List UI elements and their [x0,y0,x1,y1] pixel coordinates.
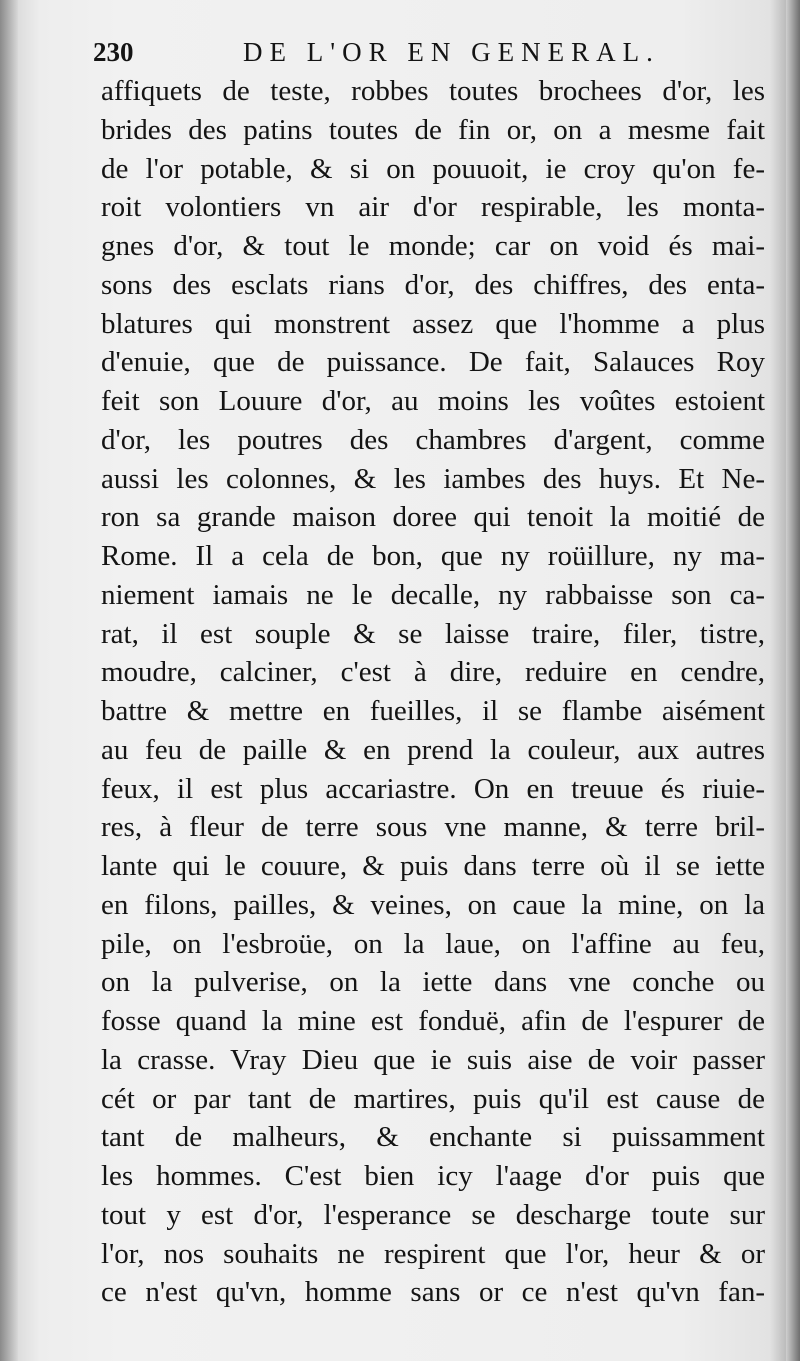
text-line: aussi les colonnes, & les iambes des huys. Et Ne- [101,462,765,495]
text-line: lante qui le couure, & puis dans terre où il se iette [101,850,765,882]
text-line: battre & mettre en fueilles, il se flambe aisément [101,695,765,727]
text-line: les hommes. C'est bien icy l'aage d'or puis que [101,1160,765,1192]
text-line: blatures qui monstrent assez que l'homme a plus [101,307,765,340]
text-line: res, à fleur de terre sous vne manne, & terre bril- [101,811,765,844]
running-head [93,34,713,70]
text-line: roit volontiers vn air d'or respirable, les monta- [101,191,765,224]
body-text [101,72,765,1312]
text-line: Rome. Il a cela de bon, que ny roüillure, ny ma- [101,540,765,572]
text-line: feux, il est plus accariastre. On en treuue és riuie- [101,772,765,805]
text-line: pile, on l'esbroüe, on la laue, on l'affine au feu, [101,927,765,960]
text-line: l'or, nos souhaits ne respirent que l'or, heur & or [101,1237,765,1270]
text-line: niement iamais ne le decalle, ny rabbaisse son ca- [101,578,765,611]
text-line: cét or par tant de martires, puis qu'il est cause de [101,1082,765,1115]
text-line: d'enuie, que de puissance. De fait, Salauces Roy [101,346,765,379]
page-number: 230 [93,37,134,67]
text-line: ron sa grande maison doree qui tenoit la moitié de [101,501,765,534]
text-line: moudre, calciner, c'est à dire, reduire en cendre, [101,656,765,689]
text-line: sons des esclats rians d'or, des chiffres, des enta- [101,268,765,301]
text-line: gnes d'or, & tout le monde; car on void és mai- [101,230,765,262]
running-head-title: DE L'OR EN GENERAL. [243,37,660,67]
text-line: d'or, les poutres des chambres d'argent, comme [101,423,765,456]
text-line: tant de malheurs, & enchante si puissamment [101,1121,765,1154]
text-line: rat, il est souple & se laisse traire, filer, tistre, [101,617,765,650]
text-line: tout y est d'or, l'esperance se descharge toute sur [101,1198,765,1231]
text-line: de l'or potable, & si on pouuoit, ie croy qu'on fe- [101,152,765,185]
text-line: ce n'est qu'vn, homme sans or ce n'est qu'vn fan- [101,1276,765,1309]
text-line: la crasse. Vray Dieu que ie suis aise de voir passer [101,1043,765,1076]
text-line: fosse quand la mine est fonduë, afin de l'espurer de [101,1005,765,1037]
text-line: on la pulverise, on la iette dans vne conche ou [101,966,765,999]
text-line: brides des patins toutes de fin or, on a mesme fait [101,113,765,146]
text-line: au feu de paille & en prend la couleur, aux autres [101,733,765,766]
text-line: feit son Louure d'or, au moins les voûtes estoient [101,385,765,417]
text-line: affiquets de teste, robbes toutes brochees d'or, les [101,75,765,107]
text-line: en filons, pailles, & veines, on caue la mine, on la [101,888,765,921]
